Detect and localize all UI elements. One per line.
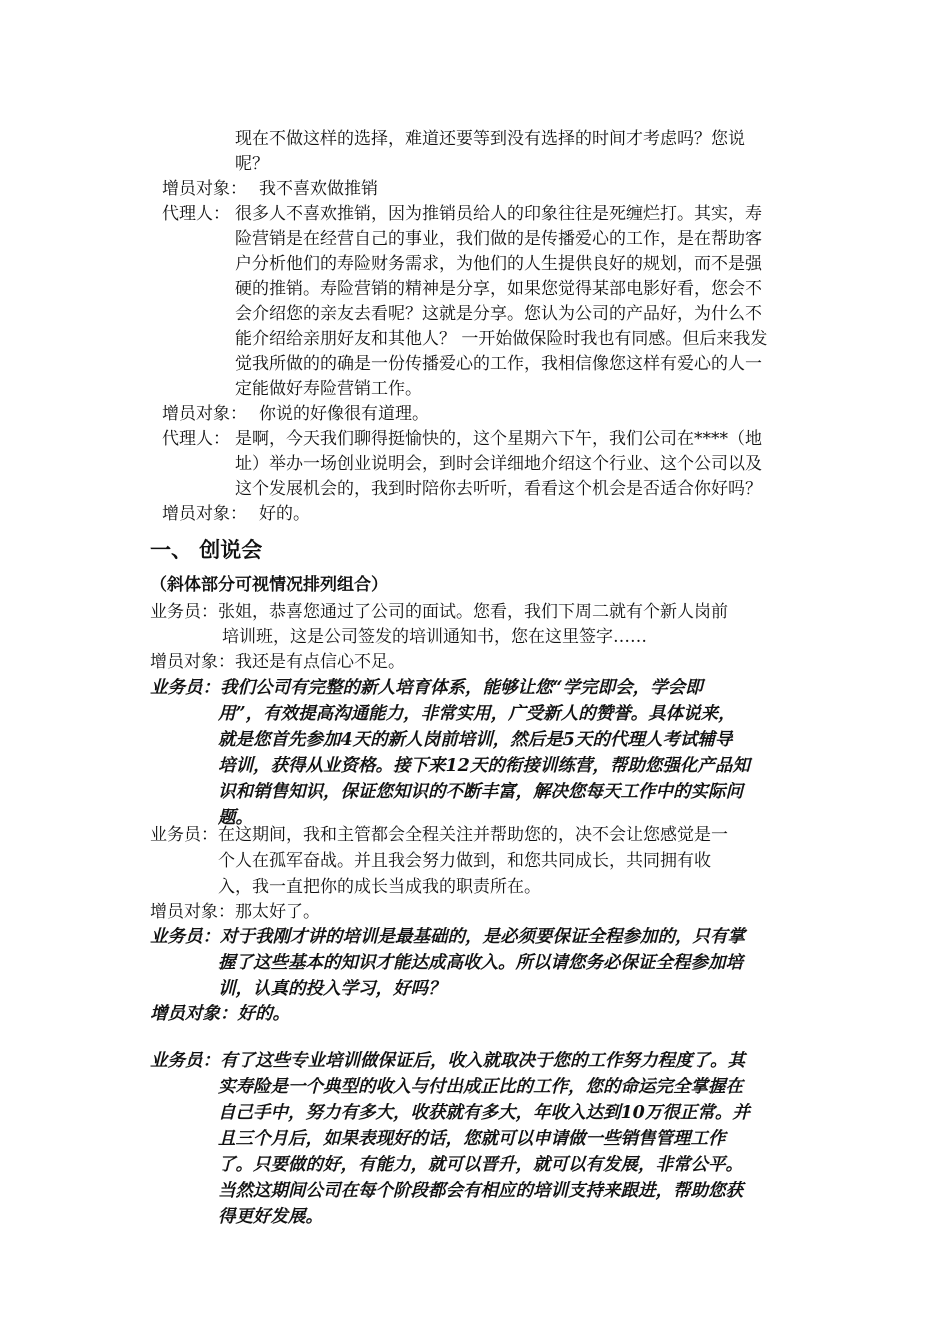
continuation-line-1: 现在不做这样的选择，难道还要等到没有选择的时间才考虑吗？您说 bbox=[235, 129, 745, 149]
emphasis-line: 业务员：我们公司有完整的新人培育体系，能够让您“学完即会，学会即 bbox=[150, 678, 703, 698]
emphasis-line: 得更好发展。 bbox=[218, 1207, 323, 1227]
dialogue-line: 增员对象：那太好了。 bbox=[150, 902, 320, 922]
emphasis-line: 且三个月后，如果表现好的话，您就可以申请做一些销售管理工作 bbox=[218, 1129, 726, 1149]
speaker-label: 代理人： bbox=[162, 429, 230, 449]
emphasis-line: 实寿险是一个典型的收入与付出成正比的工作，您的命运完全掌握在 bbox=[218, 1077, 743, 1097]
emphasis-line: 训，认真的投入学习，好吗？ bbox=[218, 979, 446, 999]
dialogue-line: 业务员：张姐，恭喜您通过了公司的面试。您看，我们下周二就有个新人岗前 bbox=[150, 602, 728, 622]
dialogue-line: 会介绍您的亲友去看呢？这就是分享。您认为公司的产品好，为什么不 bbox=[235, 304, 762, 324]
dialogue-line: 个人在孤军奋战。并且我会努力做到，和您共同成长，共同拥有收 bbox=[218, 851, 711, 871]
emphasis-line: 自己手中，努力有多大，收获就有多大，年收入达到10万很正常。并 bbox=[218, 1103, 750, 1123]
dialogue-line: 定能做好寿险营销工作。 bbox=[235, 379, 422, 399]
emphasis-line: 业务员：对于我刚才讲的培训是最基础的，是必须要保证全程参加的，只有掌 bbox=[150, 927, 745, 947]
emphasis-line: 用”，有效提高沟通能力，非常实用，广受新人的赞誉。具体说来， bbox=[218, 704, 736, 724]
dialogue-line: 业务员：在这期间，我和主管都会全程关注并帮助您的，决不会让您感觉是一 bbox=[150, 825, 728, 845]
dialogue-line: 好的。 bbox=[259, 504, 310, 524]
section-heading: 一、 创说会 bbox=[150, 537, 263, 562]
dialogue-line: 增员对象：我还是有点信心不足。 bbox=[150, 652, 405, 672]
dialogue-line: 这个发展机会的，我到时陪你去听听，看看这个机会是否适合你好吗？ bbox=[235, 479, 762, 499]
dialogue-line: 觉我所做的的确是一份传播爱心的工作，我相信像您这样有爱心的人一 bbox=[235, 354, 762, 374]
dialogue-line: 我不喜欢做推销 bbox=[259, 179, 378, 199]
speaker-label: 增员对象： bbox=[162, 179, 247, 199]
dialogue-line: 培训班，这是公司签发的培训通知书，您在这里签字…… bbox=[222, 627, 647, 647]
emphasis-line: 当然这期间公司在每个阶段都会有相应的培训支持来跟进，帮助您获 bbox=[218, 1181, 743, 1201]
section-note: （斜体部分可视情况排列组合） bbox=[150, 575, 388, 595]
dialogue-line: 户分析他们的寿险财务需求，为他们的人生提供良好的规划，而不是强 bbox=[235, 254, 762, 274]
emphasis-line: 培训，获得从业资格。接下来12天的衔接训练营，帮助您强化产品知 bbox=[218, 756, 750, 776]
dialogue-line: 址）举办一场创业说明会，到时会详细地介绍这个行业、这个公司以及 bbox=[235, 454, 762, 474]
dialogue-line: 很多人不喜欢推销，因为推销员给人的印象往往是死缠烂打。其实，寿 bbox=[235, 204, 762, 224]
emphasis-line: 题。 bbox=[218, 808, 253, 828]
dialogue-line: 入，我一直把你的成长当成我的职责所在。 bbox=[218, 877, 541, 897]
speaker-label: 增员对象： bbox=[162, 404, 247, 424]
emphasis-line: 握了这些基本的知识才能达成高收入。所以请您务必保证全程参加培 bbox=[218, 953, 743, 973]
emphasis-line: 识和销售知识，保证您知识的不断丰富，解决您每天工作中的实际问 bbox=[218, 782, 743, 802]
dialogue-line: 硬的推销。寿险营销的精神是分享，如果您觉得某部电影好看，您会不 bbox=[235, 279, 762, 299]
emphasis-line: 了。只要做的好，有能力，就可以晋升，就可以有发展，非常公平。 bbox=[218, 1155, 743, 1175]
dialogue-line: 险营销是在经营自己的事业，我们做的是传播爱心的工作，是在帮助客 bbox=[235, 229, 762, 249]
dialogue-line: 你说的好像很有道理。 bbox=[259, 404, 429, 424]
continuation-line-2: 呢？ bbox=[235, 154, 269, 174]
speaker-label: 增员对象： bbox=[162, 504, 247, 524]
dialogue-line: 是啊，今天我们聊得挺愉快的，这个星期六下午，我们公司在****（地 bbox=[235, 429, 762, 449]
speaker-label: 代理人： bbox=[162, 204, 230, 224]
emphasis-line: 增员对象：好的。 bbox=[150, 1004, 290, 1024]
dialogue-line: 能介绍给亲朋好友和其他人？ 一开始做保险时我也有同感。但后来我发 bbox=[235, 329, 768, 349]
emphasis-line: 就是您首先参加4天的新人岗前培训，然后是5天的代理人考试辅导 bbox=[218, 730, 733, 750]
emphasis-line: 业务员：有了这些专业培训做保证后，收入就取决于您的工作努力程度了。其 bbox=[150, 1051, 745, 1071]
